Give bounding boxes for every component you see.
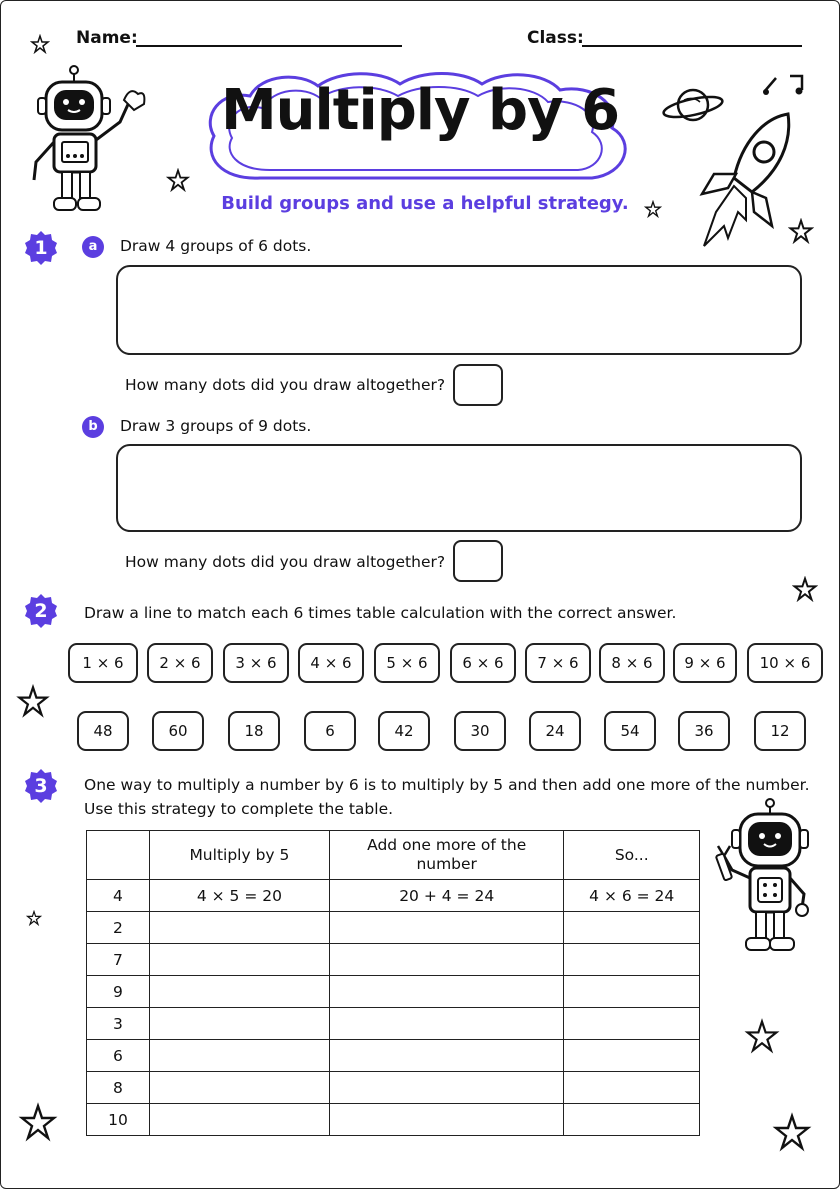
star-icon (16, 684, 50, 718)
table-cell[interactable]: 4 × 6 = 24 (564, 880, 700, 912)
table-cell[interactable] (149, 1008, 329, 1040)
table-row-number: 9 (87, 976, 150, 1008)
table-row (87, 944, 700, 976)
name-field[interactable] (136, 45, 402, 47)
star-icon (744, 1018, 780, 1054)
answer-card[interactable]: 12 (754, 711, 806, 751)
table-cell[interactable] (564, 1040, 700, 1072)
q1a-drawing-area[interactable] (116, 265, 802, 355)
q1a-question: How many dots did you draw altogether? (125, 376, 446, 394)
calculation-card[interactable]: 4 × 6 (298, 643, 364, 683)
question-1-number: 1 (34, 237, 48, 259)
answer-card[interactable]: 36 (678, 711, 730, 751)
calculation-card[interactable]: 5 × 6 (374, 643, 440, 683)
answer-card[interactable]: 30 (454, 711, 506, 751)
table-row (87, 1072, 700, 1104)
table-cell[interactable] (329, 1104, 564, 1136)
q1a-prompt: Draw 4 groups of 6 dots. (120, 237, 312, 255)
table-cell[interactable]: 4 × 5 = 20 (149, 880, 329, 912)
table-cell[interactable] (564, 976, 700, 1008)
question-3-number: 3 (34, 775, 48, 797)
name-label: Name: (76, 28, 138, 48)
table-row (87, 1040, 700, 1072)
table-cell[interactable] (564, 912, 700, 944)
table-cell[interactable] (149, 944, 329, 976)
table-row (87, 1104, 700, 1136)
q3-prompt-line2: Use this strategy to complete the table. (84, 800, 394, 818)
star-icon (792, 576, 818, 602)
answer-card[interactable]: 6 (304, 711, 356, 751)
q1a-letter: a (82, 236, 104, 258)
table-header-so: So... (564, 831, 700, 880)
calculation-card[interactable]: 6 × 6 (450, 643, 516, 683)
class-label: Class: (527, 28, 584, 48)
table-header-multiply-by-5: Multiply by 5 (149, 831, 329, 880)
table-header-blank (87, 831, 150, 880)
table-row-number: 10 (87, 1104, 150, 1136)
calculation-card[interactable]: 1 × 6 (68, 643, 138, 683)
calculation-card[interactable]: 10 × 6 (747, 643, 823, 683)
calculation-card[interactable]: 8 × 6 (599, 643, 665, 683)
page-subtitle: Build groups and use a helpful strategy. (221, 193, 629, 214)
table-cell[interactable] (149, 1072, 329, 1104)
star-icon (18, 1102, 58, 1142)
table-cell[interactable]: 20 + 4 = 24 (329, 880, 564, 912)
q1b-letter: b (82, 416, 104, 438)
table-cell[interactable] (329, 944, 564, 976)
class-field[interactable] (582, 45, 802, 47)
table-row (87, 880, 700, 912)
star-icon (30, 34, 50, 54)
table-cell[interactable] (564, 1104, 700, 1136)
table-cell[interactable] (149, 912, 329, 944)
q2-prompt: Draw a line to match each 6 times table calculation with the correct answer. (84, 604, 677, 622)
answer-card[interactable]: 18 (228, 711, 280, 751)
table-cell[interactable] (329, 976, 564, 1008)
answer-card[interactable]: 60 (152, 711, 204, 751)
answer-card[interactable]: 48 (77, 711, 129, 751)
star-icon (788, 218, 814, 244)
robot-with-wrench-icon (710, 798, 830, 958)
table-row (87, 976, 700, 1008)
table-row (87, 1008, 700, 1040)
robot-waving-icon (26, 64, 156, 219)
table-header-add-one-more: Add one more of the number (329, 831, 564, 880)
table-cell[interactable] (329, 1072, 564, 1104)
calculation-card[interactable]: 7 × 6 (525, 643, 591, 683)
table-cell[interactable] (329, 912, 564, 944)
calculation-card[interactable]: 3 × 6 (223, 643, 289, 683)
q1a-answer-box[interactable] (453, 364, 503, 406)
table-cell[interactable] (329, 1040, 564, 1072)
answer-card[interactable]: 24 (529, 711, 581, 751)
table-row (87, 912, 700, 944)
table-cell[interactable] (149, 976, 329, 1008)
table-cell[interactable] (564, 1072, 700, 1104)
question-2-number: 2 (34, 600, 48, 622)
table-cell[interactable] (564, 1008, 700, 1040)
star-icon (166, 168, 190, 192)
star-icon (26, 910, 42, 926)
table-cell[interactable] (149, 1040, 329, 1072)
q1b-question: How many dots did you draw altogether? (125, 553, 446, 571)
answer-card[interactable]: 54 (604, 711, 656, 751)
table-header-row (87, 831, 700, 880)
table-row-number: 2 (87, 912, 150, 944)
q3-prompt-line1: One way to multiply a number by 6 is to multiply by 5 and then add one more of the number. (84, 776, 810, 794)
music-note-icon (760, 72, 806, 98)
calculation-card[interactable]: 2 × 6 (147, 643, 213, 683)
table-row-number: 3 (87, 1008, 150, 1040)
table-cell[interactable] (149, 1104, 329, 1136)
table-row-number: 6 (87, 1040, 150, 1072)
table-row-number: 4 (87, 880, 150, 912)
star-icon (772, 1112, 812, 1152)
calculation-card[interactable]: 9 × 6 (673, 643, 737, 683)
table-cell[interactable] (329, 1008, 564, 1040)
table-cell[interactable] (564, 944, 700, 976)
table-row-number: 8 (87, 1072, 150, 1104)
star-icon (644, 200, 662, 218)
strategy-table (86, 830, 700, 1136)
table-row-number: 7 (87, 944, 150, 976)
answer-card[interactable]: 42 (378, 711, 430, 751)
page-title: Multiply by 6 (220, 78, 620, 143)
q1b-answer-box[interactable] (453, 540, 503, 582)
q1b-prompt: Draw 3 groups of 9 dots. (120, 417, 312, 435)
q1b-drawing-area[interactable] (116, 444, 802, 532)
